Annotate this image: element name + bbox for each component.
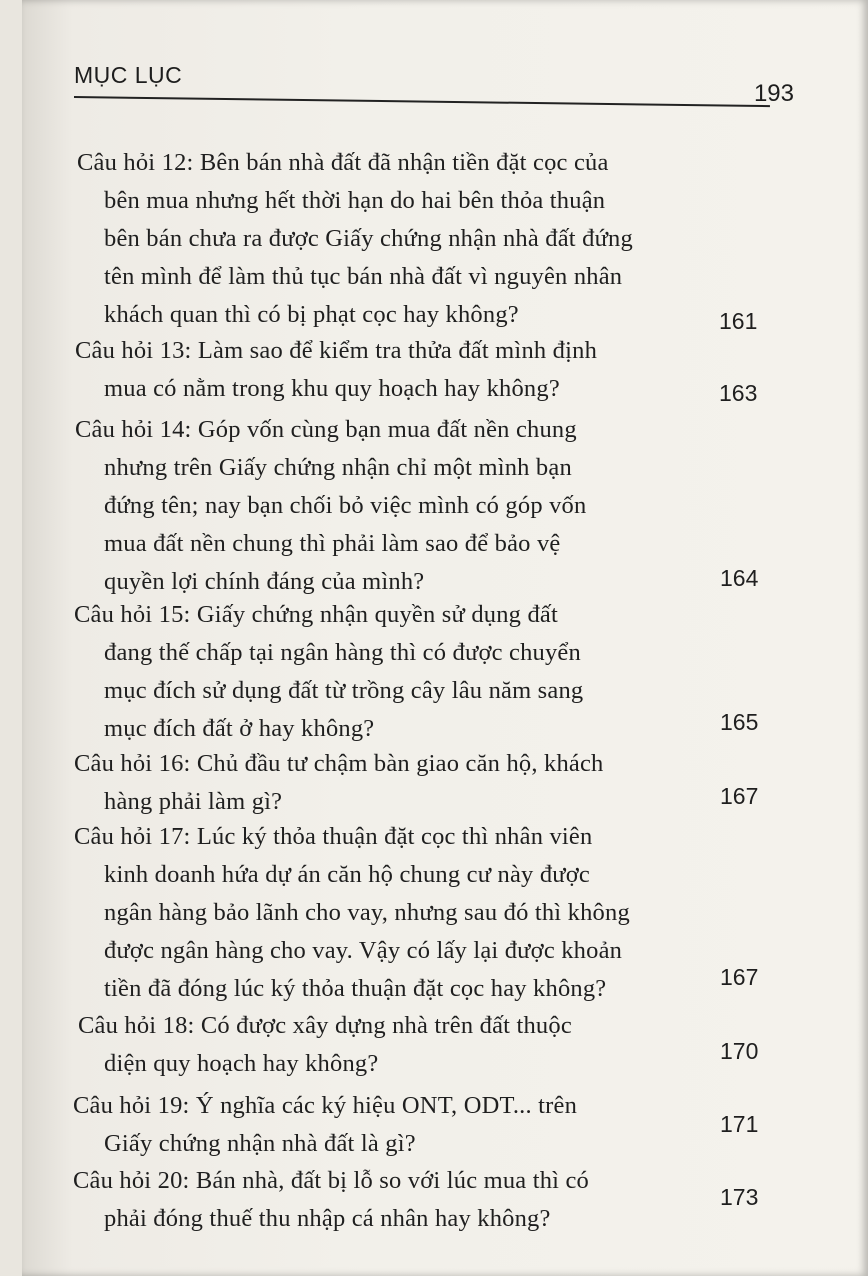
toc-entry-question: Câu hỏi 13: Làm sao để kiểm tra thửa đất mình định (75, 337, 598, 364)
toc-entry-continuation: diện quy hoạch hay không? (104, 1050, 379, 1077)
toc-entry-question: Câu hỏi 15: Giấy chứng nhận quyền sử dụng đất (74, 601, 558, 628)
toc-entry-question: Câu hỏi 18: Có được xây dựng nhà trên đất thuộc (78, 1012, 572, 1039)
toc-entry-question: Câu hỏi 14: Góp vốn cùng bạn mua đất nền chung (75, 416, 577, 443)
toc-entry-continuation: đứng tên; nay bạn chối bỏ việc mình có góp vốn (104, 492, 587, 519)
toc-entry-continuation: Giấy chứng nhận nhà đất là gì? (104, 1130, 416, 1157)
toc-entry-page-number: 163 (719, 380, 758, 406)
toc-entry-continuation: bên mua nhưng hết thời hạn do hai bên thỏa thuận (104, 187, 606, 214)
toc-entry-page-number: 165 (720, 709, 759, 735)
toc-entry-continuation: mục đích đất ở hay không? (104, 715, 375, 742)
page-header (74, 58, 794, 107)
toc-entry-continuation: mua đất nền chung thì phải làm sao để bảo vệ (104, 530, 561, 557)
toc-entry-page-number: 171 (720, 1111, 759, 1137)
toc-entry-question: Câu hỏi 17: Lúc ký thỏa thuận đặt cọc thì nhân viên (74, 823, 593, 850)
book-page (22, 0, 868, 1276)
toc-entry-continuation: quyền lợi chính đáng của mình? (104, 568, 425, 595)
toc-entry-continuation: bên bán chưa ra được Giấy chứng nhận nhà đất đứng (104, 225, 633, 252)
page-number: 193 (753, 80, 794, 107)
toc-entry-page-number: 161 (719, 308, 758, 334)
toc-entry-continuation: đang thế chấp tại ngân hàng thì có được chuyển (104, 639, 581, 666)
toc-entry-page-number: 164 (720, 565, 759, 591)
section-title: MỤC LỤC (74, 62, 183, 88)
toc-entry-continuation: tên mình để làm thủ tục bán nhà đất vì nguyên nhân (104, 263, 623, 290)
toc-entry-continuation: ngân hàng bảo lãnh cho vay, nhưng sau đó thì không (104, 899, 630, 926)
toc-entry-continuation: mua có nằm trong khu quy hoạch hay không? (104, 375, 560, 402)
toc-entry-question: Câu hỏi 16: Chủ đầu tư chậm bàn giao căn hộ, khách (74, 750, 604, 777)
toc-entry-continuation: mục đích sử dụng đất từ trồng cây lâu năm sang (104, 677, 584, 704)
toc-entry-continuation: phải đóng thuế thu nhập cá nhân hay không? (104, 1205, 551, 1232)
toc-entry-continuation: kinh doanh hứa dự án căn hộ chung cư này được (104, 861, 590, 888)
toc-entry-page-number: 167 (720, 964, 759, 990)
toc-entry-page-number: 167 (720, 783, 759, 809)
toc-entry-continuation: khách quan thì có bị phạt cọc hay không? (104, 301, 519, 328)
toc-entry-question: Câu hỏi 12: Bên bán nhà đất đã nhận tiền đặt cọc của (77, 149, 609, 176)
toc-entry-continuation: nhưng trên Giấy chứng nhận chỉ một mình bạn (104, 454, 572, 481)
header-divider (74, 96, 770, 107)
toc-entry-continuation: được ngân hàng cho vay. Vậy có lấy lại được khoản (104, 937, 623, 964)
toc-entry-question: Câu hỏi 20: Bán nhà, đất bị lỗ so với lúc mua thì có (73, 1167, 590, 1194)
toc-entry-page-number: 170 (720, 1038, 759, 1064)
toc-entry-question: Câu hỏi 19: Ý nghĩa các ký hiệu ONT, ODT... trên (73, 1092, 578, 1119)
toc-entry-page-number: 173 (720, 1184, 759, 1210)
toc-entry-continuation: tiền đã đóng lúc ký thỏa thuận đặt cọc hay không? (104, 975, 607, 1002)
toc-entry-continuation: hàng phải làm gì? (104, 788, 283, 815)
